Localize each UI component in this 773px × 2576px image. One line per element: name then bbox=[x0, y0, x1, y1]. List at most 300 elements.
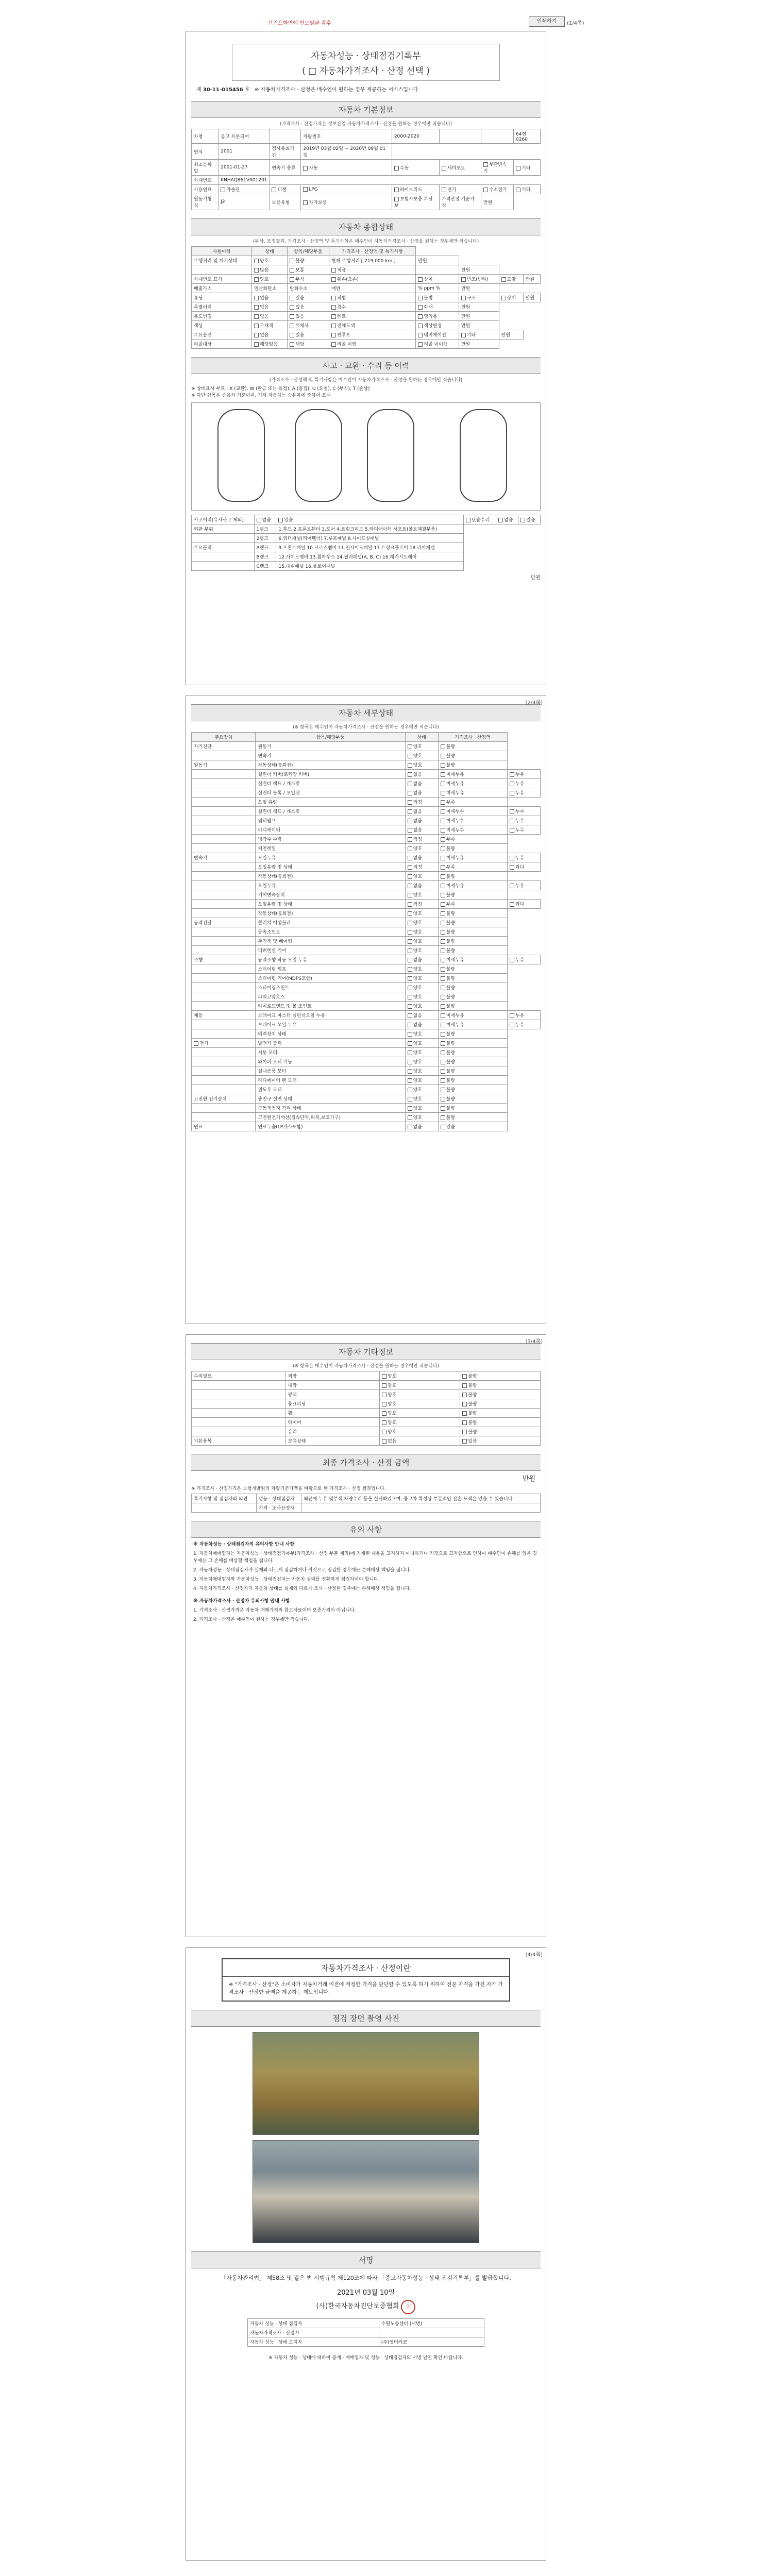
table-cell: 적정 bbox=[405, 835, 438, 844]
table-cell: 네비게이션 bbox=[416, 330, 459, 340]
table-cell: 보험사보증 부당보 bbox=[392, 194, 439, 210]
table-cell: 미세누유 bbox=[438, 955, 507, 964]
table-row bbox=[192, 964, 541, 974]
table-cell: 브레이크 오일 누유 bbox=[256, 1020, 405, 1029]
table-cell bbox=[192, 1002, 256, 1011]
table-cell: 양호 bbox=[380, 1399, 460, 1409]
table-cell: 유채색 bbox=[288, 321, 329, 330]
checkbox bbox=[303, 166, 308, 171]
table-cell bbox=[192, 1381, 286, 1390]
table-cell: 불량 bbox=[438, 992, 507, 1002]
table-cell: 양호 bbox=[405, 1002, 438, 1011]
table-cell: 불량 bbox=[438, 1039, 507, 1048]
table-cell: 전기 bbox=[192, 1039, 256, 1048]
checkbox bbox=[510, 1013, 514, 1018]
table-cell bbox=[192, 909, 256, 918]
basic-info-sub: (가격조사 · 산정가격은 정보산업 자동차가격조사 · 산정을 원하는 경우에만 적습니다) bbox=[279, 122, 452, 127]
table-row bbox=[192, 293, 541, 302]
checkbox bbox=[441, 1004, 445, 1009]
table-cell: 자동차 성능 · 상태 점검자 bbox=[248, 2319, 379, 2328]
table-row bbox=[192, 185, 541, 194]
checkbox bbox=[510, 772, 514, 777]
column-header: 주요장치 bbox=[192, 733, 256, 742]
table-cell: 양호 bbox=[405, 927, 438, 937]
table-cell: 없음 bbox=[405, 816, 438, 825]
accident-note-1: ※ 상태표시 부호 : X (교환), W (판금 또는 용접), A (흠집), U (요철), C (부식), T (손상) bbox=[191, 386, 370, 392]
column-header: 사용이력 bbox=[192, 247, 252, 256]
title-box bbox=[232, 44, 500, 81]
table-cell: 불량 bbox=[438, 937, 507, 946]
checkbox bbox=[303, 187, 308, 192]
checkbox bbox=[510, 856, 514, 860]
table-cell: 있음 bbox=[460, 1436, 541, 1446]
checkbox bbox=[408, 930, 412, 935]
checkbox bbox=[441, 939, 445, 944]
table-cell: 불법 bbox=[416, 293, 459, 302]
table-cell: 없음 bbox=[405, 807, 438, 816]
checkbox bbox=[441, 911, 445, 916]
checkbox bbox=[501, 277, 506, 282]
table-cell: 적음 bbox=[329, 265, 415, 275]
table-cell: 리콜대상 bbox=[192, 340, 252, 349]
checkbox bbox=[408, 976, 412, 981]
table-cell: 보유상태 bbox=[285, 1436, 380, 1446]
table-cell bbox=[192, 1048, 256, 1057]
checkbox bbox=[290, 342, 294, 347]
table-cell: 리콜 이행 bbox=[329, 340, 415, 349]
table-cell: 현재 주행거리 [ 219,000 km ] bbox=[329, 256, 415, 265]
table-row bbox=[192, 176, 541, 185]
table-cell: 양호 bbox=[405, 844, 438, 853]
table-cell: 가솔린 bbox=[219, 185, 270, 194]
table-cell: 시동 모터 bbox=[256, 1048, 405, 1057]
table-cell: 차명 bbox=[192, 129, 219, 144]
table-cell: KNHAQ861V001201 bbox=[219, 176, 270, 185]
checkbox bbox=[441, 782, 445, 786]
table-row bbox=[192, 992, 541, 1002]
table-cell: 양호 bbox=[405, 983, 438, 992]
table-cell: 양호 bbox=[252, 275, 288, 284]
checkbox bbox=[254, 277, 259, 282]
checkbox bbox=[290, 277, 294, 282]
table-cell: 양호 bbox=[405, 1104, 438, 1113]
note-line: 1. 자동차매매업자는 자동차성능 · 상태점검기록부(가격조사 · 산정 부분 제외)에 기재된 내용을 고지하지 아니하거나 거짓으로 고지함으로 인하여 매수인이 손해를 입은 경우에는 그 손해를 배상할 책임을 집니다. bbox=[193, 1551, 537, 1564]
table-row bbox=[192, 918, 541, 927]
table-cell: 미세누유 bbox=[438, 770, 507, 779]
checkbox bbox=[441, 948, 445, 953]
table-cell: 누수 bbox=[507, 825, 540, 835]
table-row bbox=[192, 881, 541, 890]
accident-sub: (가격조사 · 산정액 및 특기사항은 매수인이 자동차가격조사 · 산정을 원하는 경우에만 적습니다) bbox=[269, 378, 463, 383]
table-cell: 없음 bbox=[252, 330, 288, 340]
table-cell: 원동기형식 bbox=[192, 194, 219, 210]
table-cell: 무단변속기 bbox=[481, 160, 513, 176]
table-cell: 없음 bbox=[254, 515, 276, 524]
table-cell: 미세누수 bbox=[438, 807, 507, 816]
table-row bbox=[192, 330, 541, 340]
table-row bbox=[192, 1381, 541, 1390]
table-cell: 렌트 bbox=[329, 312, 415, 321]
notes-head: ※ 자동차성능 · 상태점검자의 유의사항 안내 사항 bbox=[193, 1542, 295, 1547]
table-row bbox=[192, 955, 541, 964]
checkbox bbox=[441, 837, 445, 842]
table-cell: 불량 bbox=[438, 909, 507, 918]
checkbox bbox=[254, 342, 259, 347]
checkbox bbox=[408, 1004, 412, 1009]
table-cell bbox=[192, 1020, 256, 1029]
table-cell: 없음 bbox=[405, 881, 438, 890]
notes-title: 유의 사항 bbox=[191, 1521, 541, 1538]
table-row bbox=[192, 974, 541, 983]
table-cell: 2001 bbox=[219, 144, 270, 160]
detail-table bbox=[191, 732, 541, 1131]
checkbox bbox=[510, 865, 514, 870]
table-cell bbox=[192, 534, 255, 543]
checkbox bbox=[382, 1374, 386, 1379]
table-cell: 누유 bbox=[507, 770, 540, 779]
checkbox bbox=[408, 1041, 412, 1046]
checkbox bbox=[331, 305, 336, 310]
table-cell bbox=[192, 872, 256, 881]
table-cell bbox=[192, 1399, 286, 1409]
table-cell: 주행거리 및 계기상태 bbox=[192, 256, 252, 265]
table-cell: 발전기 출력 bbox=[256, 1039, 405, 1048]
checkbox bbox=[408, 828, 412, 833]
checkbox bbox=[408, 986, 412, 990]
checkbox bbox=[462, 1393, 467, 1397]
table-cell: 불량 bbox=[438, 1104, 507, 1113]
seal-stamp: 印 bbox=[401, 2300, 415, 2314]
table-cell: (주)엣터카코 bbox=[379, 2337, 484, 2347]
table-cell bbox=[192, 881, 256, 890]
table-cell bbox=[192, 751, 256, 760]
checkbox bbox=[418, 342, 423, 347]
accident-title: 사고 · 교환 · 수리 등 이력 bbox=[191, 357, 541, 374]
table-cell: 불량 bbox=[438, 1076, 507, 1085]
checkbox bbox=[483, 188, 488, 192]
checkbox bbox=[418, 305, 423, 310]
table-cell bbox=[192, 788, 256, 798]
table-cell: 없음 bbox=[380, 1436, 460, 1446]
checkbox bbox=[441, 865, 445, 870]
table-cell: A랭크 bbox=[254, 543, 276, 552]
checkbox bbox=[408, 1097, 412, 1101]
checkbox bbox=[272, 188, 276, 192]
table-cell: 원동기 bbox=[256, 742, 405, 751]
sign-table bbox=[247, 2318, 484, 2347]
note-line: 2. 자동차성능 · 상태점검자가 실제와 다르게 점검하거나 거짓으로 점검한 경우에는 손해배상 책임을 집니다. bbox=[193, 1568, 411, 1573]
checkbox bbox=[290, 296, 294, 300]
table-row bbox=[192, 751, 541, 760]
table-cell: 불량 bbox=[288, 256, 329, 265]
table-cell: % ppm % bbox=[416, 284, 459, 293]
table-cell bbox=[379, 2328, 484, 2337]
checkbox bbox=[441, 884, 445, 888]
table-cell: 작동상태(공회전) bbox=[256, 760, 405, 770]
table-cell: 상이 bbox=[416, 275, 459, 284]
checkbox bbox=[254, 296, 259, 300]
basic-info-title: 자동차 기본정보 bbox=[191, 101, 541, 118]
checkbox bbox=[461, 277, 466, 282]
table-cell: 양호 bbox=[405, 1076, 438, 1085]
table-cell: 적정 bbox=[405, 862, 438, 872]
table-cell: 불량 bbox=[438, 983, 507, 992]
table-cell: 튜닝 bbox=[192, 293, 252, 302]
checkbox bbox=[498, 518, 503, 522]
table-cell: 세미오토 bbox=[439, 160, 481, 176]
table-cell: 미세누유 bbox=[438, 788, 507, 798]
table-cell bbox=[192, 1057, 256, 1066]
table-cell: 스티어링조인트 bbox=[256, 983, 405, 992]
checkbox bbox=[462, 1402, 467, 1406]
table-cell: 타이로드엔드 및 볼 조인트 bbox=[256, 1002, 405, 1011]
table-row bbox=[192, 742, 541, 751]
checkbox bbox=[382, 1393, 386, 1397]
table-row bbox=[192, 927, 541, 937]
table-cell: 전체도색 bbox=[329, 321, 415, 330]
table-cell: 불량 bbox=[438, 1048, 507, 1057]
table-row bbox=[192, 275, 541, 284]
table-cell: 색상 bbox=[192, 321, 252, 330]
checkbox bbox=[408, 744, 412, 749]
checkbox bbox=[408, 1106, 412, 1111]
checkbox bbox=[510, 809, 514, 814]
checkbox bbox=[408, 800, 412, 805]
table-cell: 구조 bbox=[459, 293, 499, 302]
checkbox bbox=[394, 197, 399, 201]
table-cell: 외판 부위 bbox=[192, 524, 255, 534]
checkbox bbox=[408, 1088, 412, 1092]
checkbox bbox=[441, 930, 445, 935]
table-cell: 디젤 bbox=[270, 185, 301, 194]
checkbox bbox=[441, 995, 445, 999]
table-cell: 불량 bbox=[460, 1409, 541, 1418]
table-cell: 불량 bbox=[438, 760, 507, 770]
checkbox bbox=[510, 791, 514, 795]
sign-date: 2021년 03월 10일 bbox=[337, 2289, 395, 2297]
print-hide-link[interactable]: 프린트화면에 안보임클 감추 bbox=[268, 21, 331, 26]
checkbox bbox=[408, 911, 412, 916]
checkbox bbox=[483, 162, 488, 167]
checkbox bbox=[408, 1013, 412, 1018]
table-cell: 양호 bbox=[380, 1390, 460, 1399]
table-row bbox=[192, 1503, 541, 1513]
table-row bbox=[192, 788, 541, 798]
page-3-indicator: (3/4쪽) bbox=[525, 1339, 543, 1345]
checkbox bbox=[462, 1411, 467, 1416]
note-line: 2. 가격조사 · 산정은 매수인이 원하는 경우에만 적습니다. bbox=[193, 1617, 310, 1622]
checkbox bbox=[441, 763, 445, 768]
table-cell: 불량 bbox=[438, 872, 507, 881]
table-cell: 침수 bbox=[329, 302, 415, 312]
table-cell: 양호 bbox=[405, 1048, 438, 1057]
checkbox bbox=[254, 268, 259, 273]
table-cell: 불량 bbox=[460, 1427, 541, 1436]
table-cell: 전기 bbox=[439, 185, 481, 194]
table-cell: 없음 bbox=[405, 779, 438, 788]
table-row bbox=[192, 1011, 541, 1020]
table-cell bbox=[192, 862, 256, 872]
checkbox bbox=[510, 902, 514, 907]
table-cell: 자동차 성능 · 상태 고지자 bbox=[248, 2337, 379, 2347]
table-row bbox=[192, 340, 541, 349]
notes-section bbox=[193, 1541, 539, 1623]
table-row bbox=[192, 1029, 541, 1039]
table-cell: B랭크 bbox=[254, 552, 276, 562]
table-cell: 커먼레일 bbox=[256, 844, 405, 853]
table-cell: 스티어링 기어(MDPS포함) bbox=[256, 974, 405, 983]
table-row bbox=[192, 302, 541, 312]
table-cell: 불량 bbox=[438, 918, 507, 927]
table-cell: 불량 bbox=[438, 1113, 507, 1122]
table-cell: 적법 bbox=[329, 293, 415, 302]
column-header: 항목/해당부품 bbox=[256, 733, 405, 742]
checkbox bbox=[441, 1106, 445, 1111]
table-cell: 불량 bbox=[460, 1399, 541, 1409]
table-cell: 불량 bbox=[438, 927, 507, 937]
table-cell bbox=[192, 844, 256, 853]
page-4-indicator: (4/4쪽) bbox=[525, 1952, 543, 1958]
table-cell: 과다 bbox=[507, 900, 540, 909]
checkbox bbox=[501, 296, 506, 300]
overall-sub: (부상, 조정결과, 가격조사 · 산정액 및 특기사항은 매수인이 자동차가격조사 · 산정을 원하는 경우에만 적습니다) bbox=[253, 239, 479, 244]
table-row bbox=[192, 779, 541, 788]
table-cell: 타이어 bbox=[285, 1418, 380, 1427]
table-cell: 있음 bbox=[276, 515, 464, 524]
table-cell: 주요골격 bbox=[192, 543, 255, 552]
table-cell bbox=[192, 1390, 286, 1399]
table-cell: 기본품목 bbox=[192, 1436, 286, 1446]
table-cell: 미세누수 bbox=[438, 816, 507, 825]
table-cell: C랭크 bbox=[254, 562, 276, 571]
table-cell: 동력전달 bbox=[192, 918, 256, 927]
page-4 bbox=[186, 1947, 546, 2561]
checkbox bbox=[441, 902, 445, 907]
table-row bbox=[192, 1104, 541, 1113]
checkbox bbox=[408, 865, 412, 870]
table-cell bbox=[192, 1066, 256, 1076]
checkbox bbox=[290, 268, 294, 273]
checkbox bbox=[462, 1439, 467, 1444]
checkbox bbox=[441, 1069, 445, 1074]
table-cell: 기타 bbox=[459, 330, 499, 340]
table-cell: 만원 bbox=[459, 321, 499, 330]
table-cell: 만원 bbox=[459, 302, 499, 312]
table-cell: 변속기 bbox=[256, 751, 405, 760]
table-cell bbox=[192, 964, 256, 974]
page-indicator: (1/4쪽) bbox=[567, 21, 584, 26]
table-cell: 수리필요 bbox=[192, 1371, 286, 1381]
table-cell: 누유 bbox=[507, 853, 540, 862]
table-row bbox=[192, 770, 541, 779]
table-cell: 없음 bbox=[405, 770, 438, 779]
checkbox bbox=[408, 809, 412, 814]
table-cell: 유리 bbox=[285, 1427, 380, 1436]
column-header: 상태 bbox=[252, 247, 288, 256]
table-cell: 실린더 헤드 / 개스킷 bbox=[256, 779, 405, 788]
checkbox bbox=[418, 314, 423, 319]
checkbox bbox=[441, 819, 445, 823]
table-cell: 사용연료 bbox=[192, 185, 219, 194]
car-left-view bbox=[217, 409, 265, 502]
table-row bbox=[248, 2337, 484, 2347]
table-row bbox=[192, 1085, 541, 1094]
table-cell: 기타 bbox=[514, 185, 541, 194]
table-cell: 해당 bbox=[288, 340, 329, 349]
table-row bbox=[192, 1094, 541, 1104]
table-cell: 12.사이드멤버 13.휠하우스 14.필러패널(A, B, C) 16.패키지트레이 bbox=[276, 552, 464, 562]
table-cell: 6.쿼터패널(리어휀더) 7.루프패널 8.사이드실패널 bbox=[276, 534, 464, 543]
table-cell: 양호 bbox=[405, 872, 438, 881]
table-cell: 배력장치 상태 bbox=[256, 1029, 405, 1039]
table-cell: 부족 bbox=[438, 835, 507, 844]
table-cell: 양호 bbox=[405, 937, 438, 946]
table-cell: 불량 bbox=[438, 1002, 507, 1011]
table-row bbox=[192, 194, 541, 210]
table-cell: 장치 bbox=[499, 293, 523, 302]
checkbox bbox=[331, 268, 336, 273]
table-cell: 차대번호 표기 bbox=[192, 275, 252, 284]
service-notice: ※ 자동차가격조사 · 산정은 매수인이 원하는 경우 제공하는 서비스입니다. bbox=[255, 87, 420, 93]
checkbox bbox=[408, 884, 412, 888]
table-cell: 많음 bbox=[252, 265, 288, 275]
table-cell: 만원 bbox=[523, 293, 540, 302]
guide-text: ※ "가격조사 · 산정"은 소비자가 자동차거래 이전에 적정한 가격을 판단할 수 있도록 하기 위하여 전문 자격을 가진 자가 가격조사 · 산정한 금액을 제공하는 제도입니다. bbox=[229, 1982, 503, 1995]
table-row bbox=[192, 321, 541, 330]
notes-body bbox=[193, 1550, 539, 1592]
checkbox bbox=[510, 958, 514, 962]
checkbox bbox=[408, 893, 412, 897]
checkbox bbox=[408, 782, 412, 786]
table-cell: 보통 bbox=[288, 265, 329, 275]
table-cell bbox=[192, 983, 256, 992]
checkbox bbox=[331, 314, 336, 319]
table-cell: 오일누유 bbox=[256, 881, 405, 890]
table-cell: 만원 bbox=[459, 312, 499, 321]
table-cell: 2000-2020 bbox=[392, 129, 439, 144]
page-2-indicator: (2/4쪽) bbox=[525, 700, 543, 706]
table-row bbox=[192, 515, 541, 524]
checkbox bbox=[418, 333, 423, 337]
checkbox bbox=[331, 342, 336, 347]
table-row bbox=[192, 835, 541, 844]
table-cell bbox=[416, 265, 459, 275]
checkbox bbox=[254, 259, 259, 263]
checkbox bbox=[194, 1041, 198, 1046]
table-row bbox=[192, 1057, 541, 1066]
table-cell: 1랭크 bbox=[254, 524, 276, 534]
table-cell: 있음 bbox=[438, 1122, 507, 1131]
checkbox bbox=[408, 1115, 412, 1120]
checkbox bbox=[408, 1078, 412, 1083]
table-cell: 외장 bbox=[285, 1371, 380, 1381]
table-row bbox=[192, 909, 541, 918]
checkbox bbox=[441, 893, 445, 897]
table-cell: 검사유효기간 bbox=[270, 144, 301, 160]
checkbox bbox=[254, 324, 259, 328]
table-row bbox=[192, 265, 541, 275]
print-button[interactable]: 인쇄하기 bbox=[529, 16, 565, 27]
table-cell: 없음 bbox=[405, 788, 438, 798]
table-cell: 양호 bbox=[380, 1409, 460, 1418]
page-3 bbox=[186, 1334, 546, 1937]
table-row bbox=[192, 890, 541, 900]
table-cell: 해당없음 bbox=[252, 340, 288, 349]
table-row bbox=[192, 946, 541, 955]
table-cell: 양호 bbox=[405, 1057, 438, 1066]
table-cell: J2 bbox=[219, 194, 270, 210]
table-cell: 자가보증 bbox=[301, 194, 392, 210]
